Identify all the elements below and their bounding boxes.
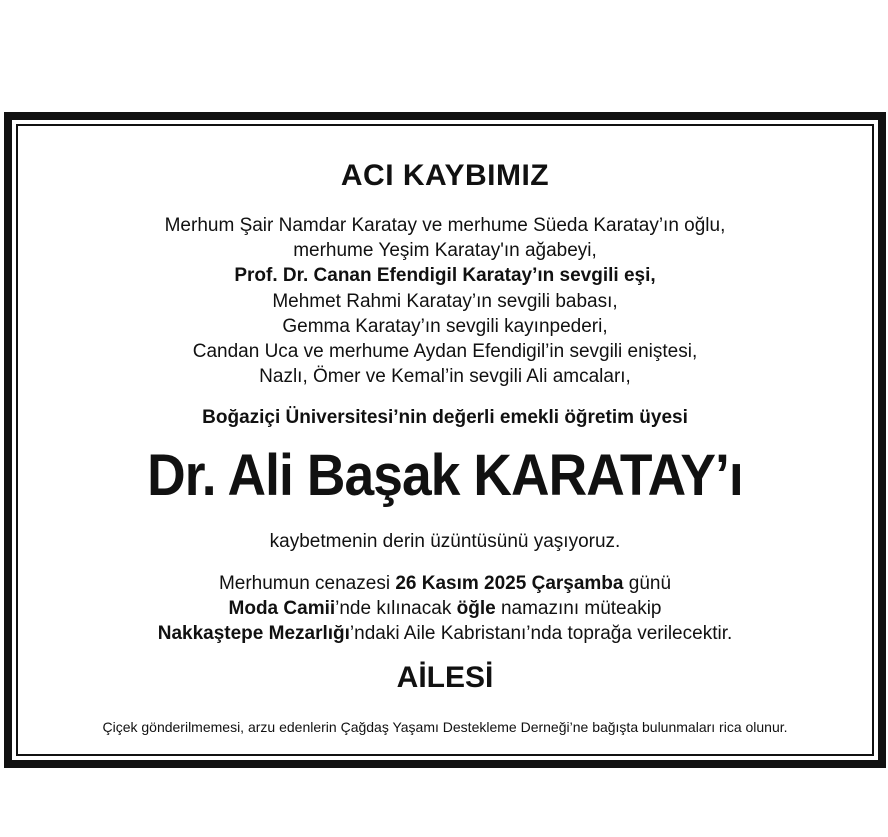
notice-content bbox=[18, 126, 872, 754]
relation-line: merhume Yeşim Karatay'ın ağabeyi, bbox=[293, 240, 597, 261]
funeral-prayer-suffix: namazını müteakip bbox=[495, 598, 662, 619]
notice-inner-border bbox=[16, 124, 874, 756]
deceased-name: Dr. Ali Başak KARATAY’ı bbox=[147, 443, 743, 508]
funeral-day-suffix: günü bbox=[623, 573, 672, 594]
notice-outer-border bbox=[4, 112, 886, 768]
relation-line: Merhum Şair Namdar Karatay ve merhume Süeda Karatay’ın oğlu, bbox=[164, 215, 726, 236]
relation-line: Mehmet Rahmi Karatay’ın sevgili babası, bbox=[272, 291, 618, 312]
footnote: Çiçek gönderilmemesi, arzu edenlerin Çağdaş Yaşamı Destekleme Derneği’ne bağışta bulunmaları rica olunur. bbox=[102, 719, 788, 735]
funeral-prayer: öğle bbox=[456, 598, 496, 619]
sorrow-line: kaybetmenin derin üzüntüsünü yaşıyoruz. bbox=[269, 531, 621, 552]
funeral-mosque-suffix: ’nde kılınacak bbox=[335, 598, 457, 619]
affiliation-line: Boğaziçi Üniversitesi’nin değerli emekli öğretim üyesi bbox=[202, 407, 688, 428]
funeral-cemetery: Nakkaştepe Mezarlığı bbox=[157, 623, 350, 644]
notice-heading: ACI KAYBIMIZ bbox=[340, 159, 550, 192]
funeral-date: 26 Kasım 2025 Çarşamba bbox=[395, 573, 624, 594]
funeral-prefix: Merhumun cenazesi bbox=[218, 573, 396, 594]
relation-line: Candan Uca ve merhume Aydan Efendigil’in sevgili eniştesi, bbox=[192, 341, 698, 362]
funeral-cemetery-suffix: ’ndaki Aile Kabristanı’nda toprağa verilecektir. bbox=[349, 623, 733, 644]
funeral-line-1 bbox=[18, 572, 872, 596]
funeral-line-2 bbox=[18, 597, 872, 621]
relation-line-spouse: Prof. Dr. Canan Efendigil Karatay’ın sevgili eşi, bbox=[234, 265, 656, 286]
family-signature: AİLESİ bbox=[396, 661, 494, 694]
relation-line: Gemma Karatay’ın sevgili kayınpederi, bbox=[282, 316, 608, 337]
funeral-line-3 bbox=[18, 622, 872, 646]
funeral-mosque: Moda Camii bbox=[228, 598, 336, 619]
relation-line: Nazlı, Ömer ve Kemal’in sevgili Ali amcaları, bbox=[259, 366, 631, 387]
